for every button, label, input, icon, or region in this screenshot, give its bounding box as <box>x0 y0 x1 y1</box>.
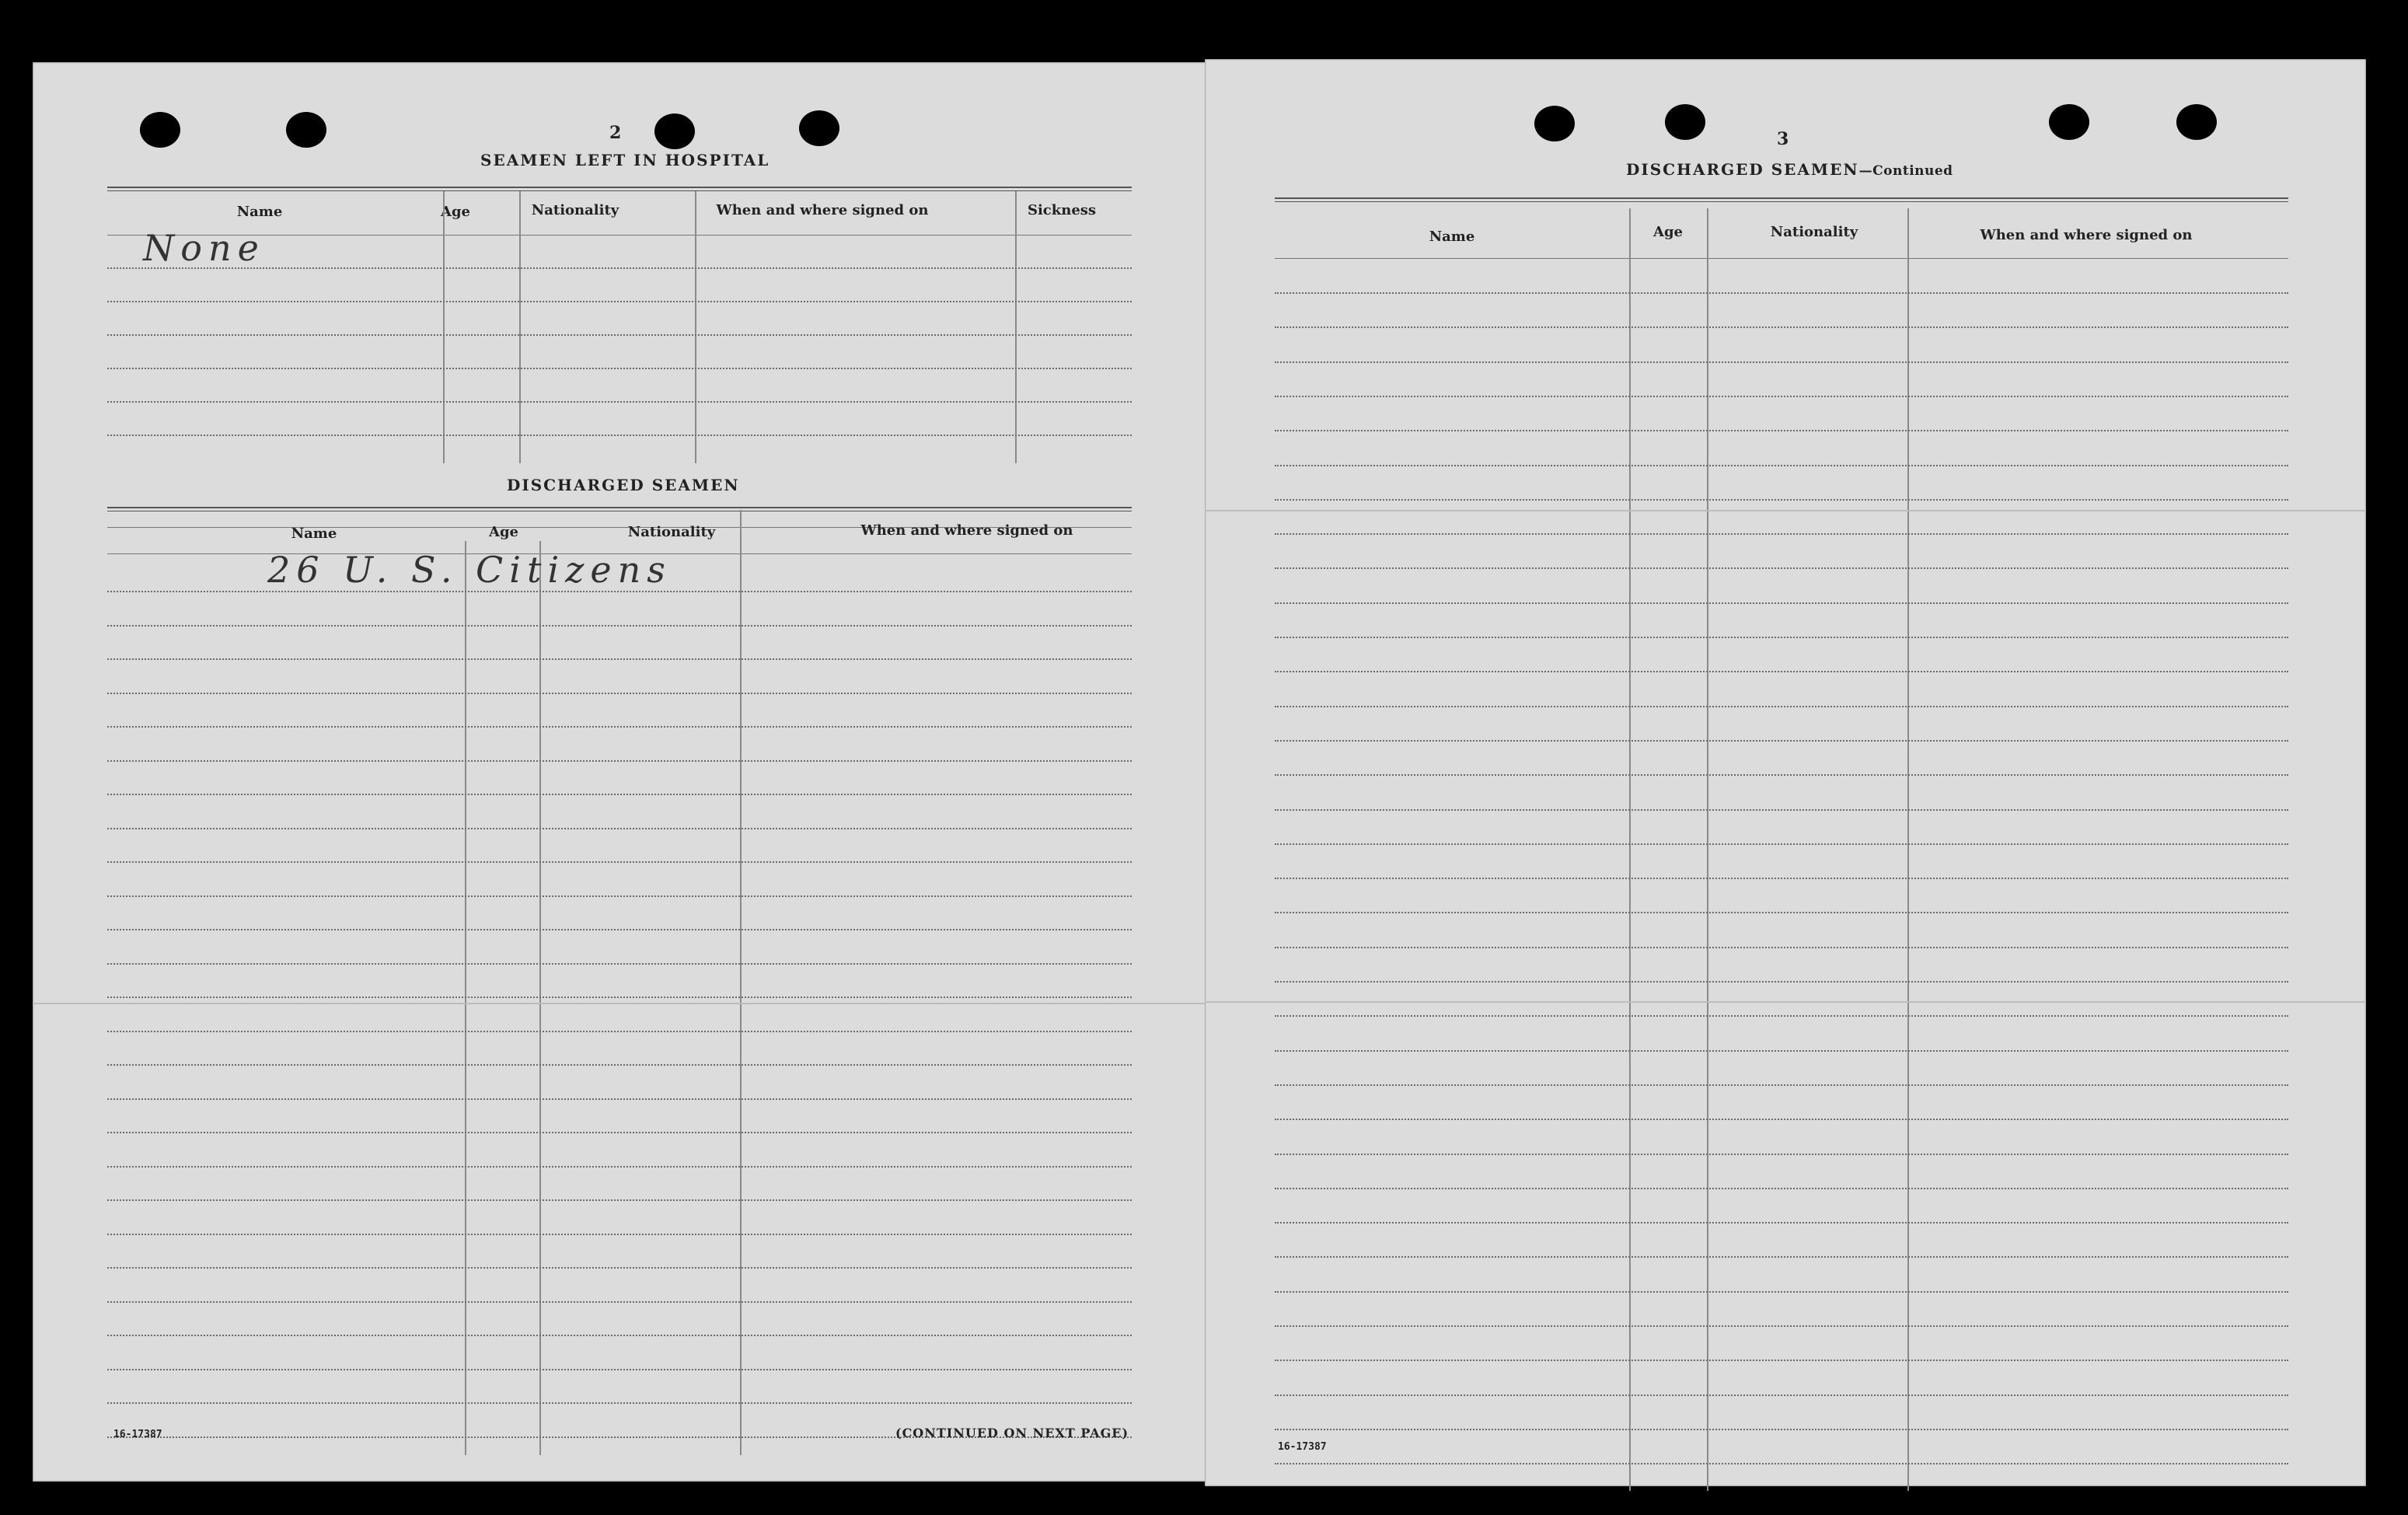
row-rule <box>1275 843 2288 845</box>
punch-hole <box>140 112 180 148</box>
row-rule <box>1275 1222 2288 1224</box>
col-header-name: Name <box>1429 229 1475 245</box>
column-divider <box>539 541 541 1455</box>
hospital-section-title: SEAMEN LEFT IN HOSPITAL <box>480 151 770 169</box>
fold-line <box>33 1003 1206 1004</box>
row-rule <box>107 1267 1132 1269</box>
left-page <box>33 62 1206 1482</box>
punch-hole <box>1534 106 1575 141</box>
row-rule <box>1275 1463 2288 1464</box>
col-header-sickness: Sickness <box>1027 202 1097 218</box>
row-rule <box>107 334 1132 336</box>
col-header-name: Name <box>236 204 283 220</box>
row-rule <box>1275 533 2288 535</box>
right-page <box>1205 59 2366 1486</box>
column-divider <box>1707 208 1708 1491</box>
header-divider <box>1275 258 2288 259</box>
page-number: 2 <box>609 123 622 143</box>
row-rule <box>1275 981 2288 983</box>
discharged-table <box>107 507 1132 1478</box>
row-rule <box>107 301 1132 302</box>
row-rule <box>1275 912 2288 913</box>
table-top-rule <box>107 187 1132 191</box>
row-rule <box>1275 706 2288 707</box>
column-divider <box>443 191 445 463</box>
row-rule <box>107 625 1132 627</box>
handwritten-entry: 26 U. S. Citizens <box>267 549 672 591</box>
row-rule <box>1275 1119 2288 1120</box>
col-header-signed-on: When and where signed on <box>716 202 929 218</box>
row-rule <box>1275 1256 2288 1258</box>
column-divider <box>1629 208 1631 1491</box>
row-rule <box>1275 1325 2288 1327</box>
row-rule <box>107 726 1132 728</box>
punch-hole <box>799 110 839 146</box>
row-rule <box>107 368 1132 369</box>
row-rule <box>1275 637 2288 638</box>
discharged-continued-title <box>1626 160 1953 179</box>
row-rule <box>107 1199 1132 1201</box>
row-rule <box>1275 292 2288 294</box>
row-rule <box>107 1301 1132 1303</box>
col-header-nationality: Nationality <box>531 202 619 218</box>
discharged-continued-table <box>1275 197 2288 1496</box>
title-suffix: —Continued <box>1858 163 1953 179</box>
column-divider <box>740 510 742 1455</box>
col-header-nationality: Nationality <box>1770 224 1858 240</box>
row-rule <box>107 895 1132 897</box>
col-header-signed-on: When and where signed on <box>1980 227 2193 243</box>
row-rule <box>1275 1291 2288 1293</box>
row-rule <box>1275 499 2288 501</box>
col-header-name: Name <box>291 525 337 542</box>
row-rule <box>1275 947 2288 948</box>
row-rule <box>1275 567 2288 569</box>
row-rule <box>107 760 1132 762</box>
row-rule <box>107 861 1132 863</box>
row-rule <box>1275 602 2288 604</box>
punch-hole <box>2049 104 2089 140</box>
row-rule <box>107 591 1132 592</box>
row-rule <box>1275 1050 2288 1052</box>
col-header-signed-on: When and where signed on <box>860 522 1073 539</box>
row-rule <box>1275 361 2288 363</box>
punch-hole <box>286 112 326 148</box>
fold-line <box>1205 1001 2366 1003</box>
row-rule <box>107 828 1132 829</box>
row-rule <box>1275 465 2288 466</box>
row-rule <box>1275 1360 2288 1361</box>
row-rule <box>1275 671 2288 672</box>
column-divider <box>1907 208 1909 1491</box>
handwritten-entry: None <box>143 227 265 269</box>
row-rule <box>107 1369 1132 1370</box>
table-top-rule <box>1275 197 2288 202</box>
row-rule <box>107 435 1132 436</box>
column-divider <box>465 541 466 1455</box>
row-rule <box>107 1132 1132 1133</box>
row-rule <box>1275 774 2288 776</box>
row-rule <box>107 1064 1132 1066</box>
page-number: 3 <box>1777 129 1789 149</box>
continued-note: (CONTINUED ON NEXT PAGE) <box>895 1426 1129 1440</box>
table-top-rule <box>107 507 1132 511</box>
row-rule <box>1275 740 2288 742</box>
row-rule <box>1275 1084 2288 1086</box>
row-rule <box>1275 430 2288 431</box>
column-divider <box>1015 191 1017 463</box>
row-rule <box>107 794 1132 795</box>
row-rule <box>107 658 1132 660</box>
title-text: DISCHARGED SEAMEN <box>1626 160 1859 179</box>
row-rule <box>1275 1395 2288 1396</box>
column-divider <box>519 191 521 463</box>
discharged-section-title: DISCHARGED SEAMEN <box>507 476 740 494</box>
row-rule <box>107 1234 1132 1235</box>
row-rule <box>107 1335 1132 1336</box>
row-rule <box>1275 1015 2288 1017</box>
row-rule <box>107 997 1132 998</box>
row-rule <box>107 1166 1132 1168</box>
form-number: 16-17387 <box>1278 1441 1327 1453</box>
row-rule <box>107 929 1132 930</box>
row-rule <box>1275 1188 2288 1189</box>
row-rule <box>1275 1429 2288 1430</box>
row-rule <box>1275 326 2288 328</box>
row-rule <box>107 1402 1132 1404</box>
col-header-age: Age <box>488 524 519 540</box>
punch-hole <box>654 113 695 149</box>
col-header-age: Age <box>440 204 471 220</box>
form-number: 16-17387 <box>113 1429 162 1440</box>
row-rule <box>107 963 1132 965</box>
row-rule <box>107 401 1132 403</box>
row-rule <box>107 1031 1132 1032</box>
row-rule <box>1275 396 2288 397</box>
punch-hole <box>2176 104 2217 140</box>
row-rule <box>1275 809 2288 811</box>
col-header-nationality: Nationality <box>627 524 716 540</box>
row-rule <box>107 1098 1132 1100</box>
fold-line <box>1205 510 2366 511</box>
col-header-age: Age <box>1652 224 1684 240</box>
row-rule <box>1275 1154 2288 1155</box>
column-divider <box>695 191 696 463</box>
row-rule <box>1275 878 2288 879</box>
punch-hole <box>1665 104 1705 140</box>
row-rule <box>107 693 1132 694</box>
